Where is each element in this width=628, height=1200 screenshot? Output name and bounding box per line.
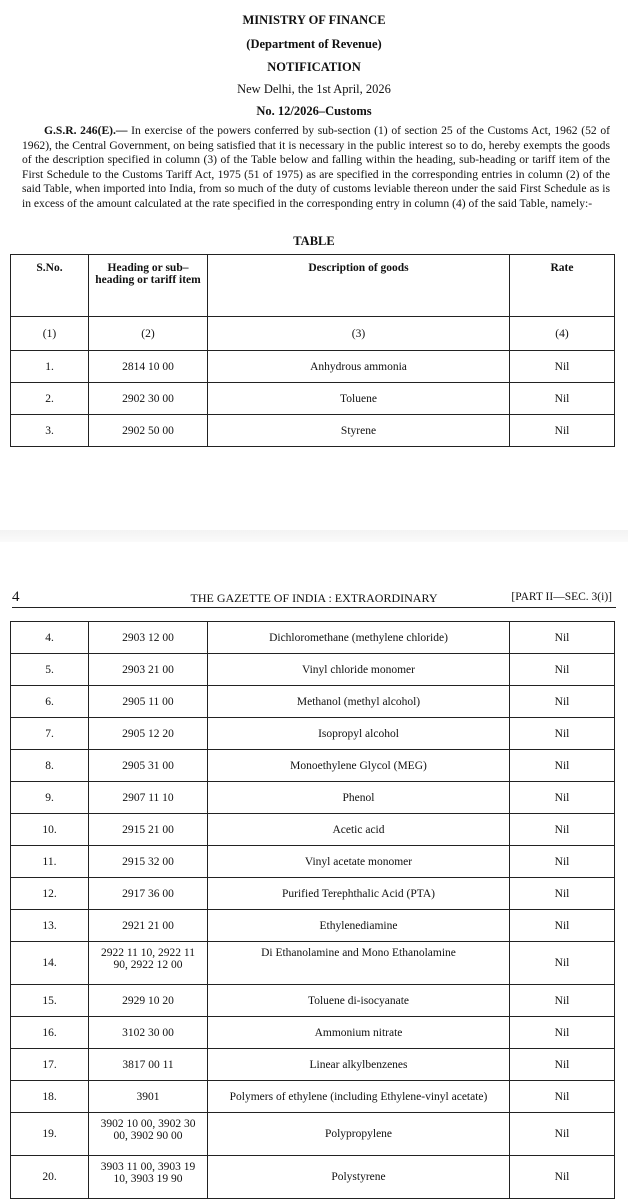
cell-heading: 2929 10 20 [89,985,208,1017]
cell-description: Polypropylene [208,1113,510,1156]
cell-description: Dichloromethane (methylene chloride) [208,622,510,654]
table-row [11,415,615,447]
header-sno: S.No. [11,255,89,317]
cell-sno: 11. [11,846,89,878]
cell-sno: 20. [11,1156,89,1199]
cell-sno: 16. [11,1017,89,1049]
table-row [11,622,615,654]
cell-description: Toluene [208,383,510,415]
cell-sno: 8. [11,750,89,782]
cell-rate: Nil [510,878,615,910]
table-row [11,1081,615,1113]
cell-description: Polymers of ethylene (including Ethylene-vinyl acetate) [208,1081,510,1113]
cell-rate: Nil [510,846,615,878]
table-row [11,782,615,814]
cell-heading: 2905 31 00 [89,750,208,782]
cell-heading: 3817 00 11 [89,1049,208,1081]
cell-description: Di Ethanolamine and Mono Ethanolamine [208,942,510,985]
table-row [11,814,615,846]
table-row [11,686,615,718]
cell-rate: Nil [510,383,615,415]
cell-sno: 18. [11,1081,89,1113]
table-row [11,351,615,383]
header-rule [12,607,616,608]
cell-sno: 3. [11,415,89,447]
table-row [11,985,615,1017]
col-num-1: (1) [11,317,89,351]
place-date: New Delhi, the 1st April, 2026 [237,82,391,96]
cell-description: Monoethylene Glycol (MEG) [208,750,510,782]
cell-description: Styrene [208,415,510,447]
table-row [11,654,615,686]
table-row [11,383,615,415]
cell-description: Polystyrene [208,1156,510,1199]
header-description: Description of goods [208,255,510,317]
table-row [11,846,615,878]
cell-heading: 2814 10 00 [89,351,208,383]
cell-rate: Nil [510,351,615,383]
column-number-row [11,317,615,351]
cell-heading: 2915 21 00 [89,814,208,846]
cell-heading: 2902 50 00 [89,415,208,447]
cell-sno: 6. [11,686,89,718]
cell-description: Purified Terephthalic Acid (PTA) [208,878,510,910]
cell-description: Phenol [208,782,510,814]
cell-sno: 12. [11,878,89,910]
cell-sno: 5. [11,654,89,686]
table-row [11,750,615,782]
col-num-4: (4) [510,317,615,351]
notification-body [22,124,610,211]
table-row [11,910,615,942]
col-num-3: (3) [208,317,510,351]
cell-rate: Nil [510,1017,615,1049]
cell-rate: Nil [510,942,615,985]
cell-heading: 2903 21 00 [89,654,208,686]
cell-sno: 10. [11,814,89,846]
table-row [11,1113,615,1156]
cell-rate: Nil [510,415,615,447]
cell-rate: Nil [510,1081,615,1113]
table-row [11,1017,615,1049]
notification-number: No. 12/2026–Customs [256,104,372,118]
cell-rate: Nil [510,622,615,654]
cell-sno: 17. [11,1049,89,1081]
cell-sno: 14. [11,942,89,985]
cell-description: Ammonium nitrate [208,1017,510,1049]
cell-description: Vinyl chloride monomer [208,654,510,686]
cell-rate: Nil [510,686,615,718]
cell-rate: Nil [510,1156,615,1199]
table-row [11,942,615,985]
cell-sno: 9. [11,782,89,814]
table-header-row [11,255,615,317]
cell-description: Isopropyl alcohol [208,718,510,750]
table-title: TABLE [293,234,335,248]
cell-sno: 1. [11,351,89,383]
cell-description: Acetic acid [208,814,510,846]
cell-rate: Nil [510,654,615,686]
cell-description: Linear alkylbenzenes [208,1049,510,1081]
cell-heading: 3903 11 00, 3903 19 10, 3903 19 90 [89,1156,208,1199]
table-row [11,718,615,750]
page-one [0,0,628,530]
cell-rate: Nil [510,814,615,846]
cell-heading: 2917 36 00 [89,878,208,910]
cell-description: Vinyl acetate monomer [208,846,510,878]
table-page-one [10,254,615,447]
col-num-2: (2) [89,317,208,351]
cell-heading: 2915 32 00 [89,846,208,878]
cell-description: Methanol (methyl alcohol) [208,686,510,718]
cell-sno: 13. [11,910,89,942]
gazette-part: [PART II—SEC. 3(i)] [511,591,612,603]
header-heading: Heading or sub–heading or tariff item [89,255,208,317]
cell-rate: Nil [510,718,615,750]
cell-description: Toluene di-isocyanate [208,985,510,1017]
cell-heading: 2902 30 00 [89,383,208,415]
cell-rate: Nil [510,1049,615,1081]
cell-heading: 3102 30 00 [89,1017,208,1049]
cell-rate: Nil [510,910,615,942]
body-text: In exercise of the powers conferred by sub-section (1) of section 25 of the Customs Act, 1962 (52 of 1962), the Central Government, on being satisfied that it is necessary in the public interest so to do, hereby exempts the goods of the description specified in column (3) of the Table below and falling within the heading, sub-heading or tariff item of the First Schedule to the Customs Tariff Act, 1975 (51 of 1975) as are specified in the corresponding entries in column (2) of the said Table, when imported into India, from so much of the duty of customs leviable thereon under the said First Schedule as is in excess of the amount calculated at the rate specified in the corresponding entry in column (4) of the said Table, namely:- [22,124,610,210]
table-row [11,1156,615,1199]
cell-description: Anhydrous ammonia [208,351,510,383]
table-page-two [10,621,615,1199]
gsr-number: G.S.R. 246(E).— [44,124,128,137]
page-two [0,542,628,1200]
page-break [0,530,628,542]
header-rate: Rate [510,255,615,317]
cell-heading: 3902 10 00, 3902 30 00, 3902 90 00 [89,1113,208,1156]
cell-rate: Nil [510,782,615,814]
cell-heading: 2907 11 10 [89,782,208,814]
table-row [11,1049,615,1081]
cell-rate: Nil [510,985,615,1017]
ministry-title: MINISTRY OF FINANCE [242,13,386,27]
cell-rate: Nil [510,750,615,782]
cell-sno: 19. [11,1113,89,1156]
cell-rate: Nil [510,1113,615,1156]
department-title: (Department of Revenue) [246,37,382,51]
cell-heading: 3901 [89,1081,208,1113]
cell-heading: 2905 11 00 [89,686,208,718]
gazette-title: THE GAZETTE OF INDIA : EXTRAORDINARY [190,591,438,605]
cell-heading: 2903 12 00 [89,622,208,654]
cell-heading: 2922 11 10, 2922 11 90, 2922 12 00 [89,942,208,985]
cell-sno: 7. [11,718,89,750]
cell-heading: 2905 12 20 [89,718,208,750]
page-number: 4 [12,589,20,605]
cell-heading: 2921 21 00 [89,910,208,942]
cell-sno: 4. [11,622,89,654]
table-row [11,878,615,910]
cell-sno: 2. [11,383,89,415]
notification-title: NOTIFICATION [267,60,361,74]
cell-description: Ethylenediamine [208,910,510,942]
cell-sno: 15. [11,985,89,1017]
